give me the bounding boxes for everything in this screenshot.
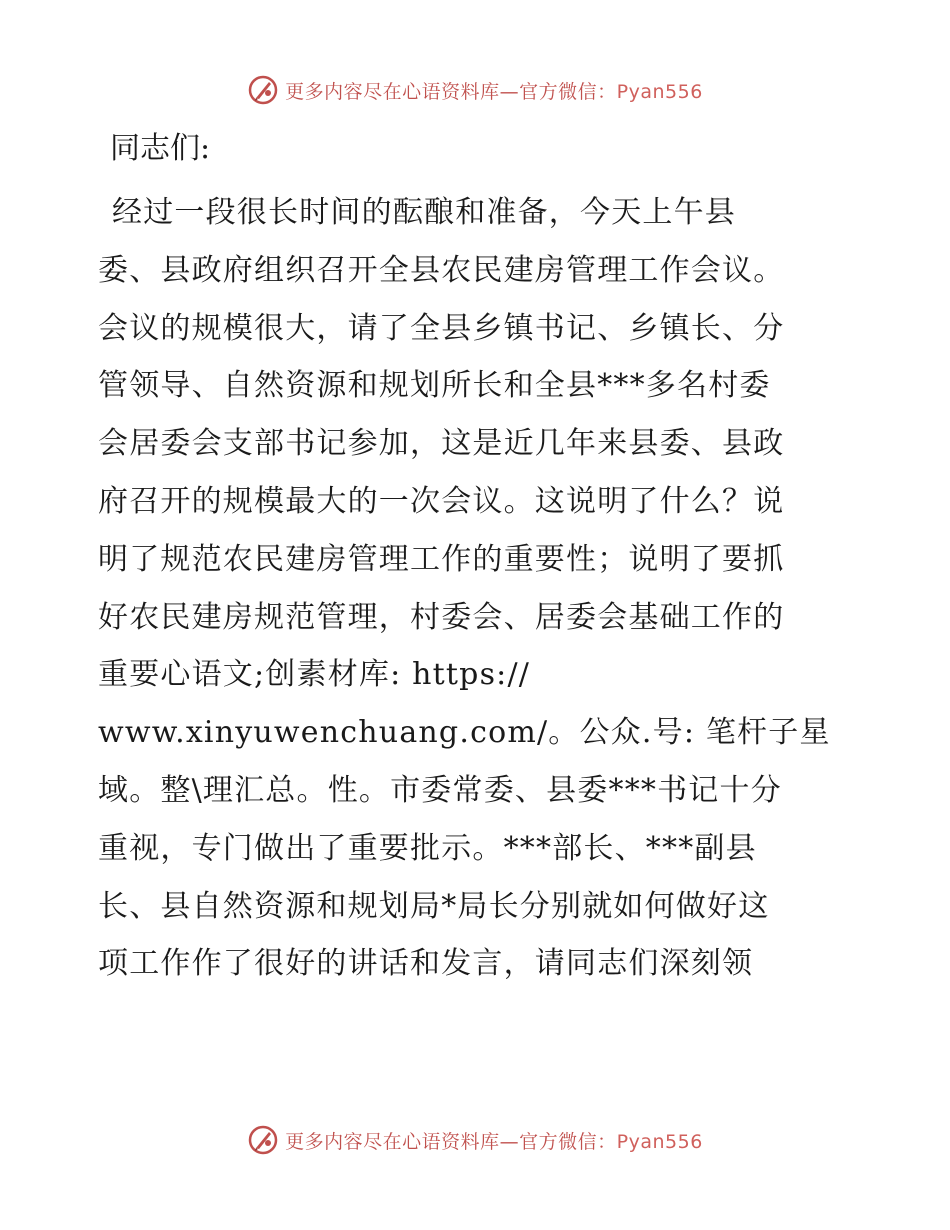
body-line: 重视，专门做出了重要批示。***部长、***副县 xyxy=(98,830,757,866)
header-banner-text xyxy=(285,77,703,104)
body-line: 域。整\理汇总。性。市委常委、县委***书记十分 xyxy=(98,772,782,808)
body-line: www.xinyuwenchuang.com/。公众.号: 笔杆子星 xyxy=(98,715,831,751)
body-line: 会议的规模很大，请了全县乡镇书记、乡镇长、分 xyxy=(98,310,785,346)
footer-banner-text xyxy=(285,1127,703,1154)
body-line: 经过一段很长时间的酝酿和准备，今天上午县 xyxy=(112,195,736,230)
header-banner-label: 更多内容尽在心语资料库—官方微信： xyxy=(285,80,617,103)
header-banner xyxy=(0,70,950,110)
salutation: 同志们: xyxy=(110,131,211,166)
body-line: 会居委会支部书记参加，这是近几年来县委、县政 xyxy=(98,426,785,462)
quill-pen-logo-icon xyxy=(247,74,279,106)
body-line: 府召开的规模最大的一次会议。这说明了什么？说 xyxy=(98,483,785,519)
body-line: 项工作作了很好的讲话和发言，请同志们深刻领 xyxy=(98,946,754,982)
body-line: 管领导、自然资源和规划所长和全县***多名村委 xyxy=(98,368,771,404)
footer-banner xyxy=(0,1120,950,1160)
body-line: 重要心语文;创素材库: https:// xyxy=(98,657,531,693)
header-banner-account: Pyan556 xyxy=(616,80,703,103)
quill-pen-logo-icon xyxy=(247,1124,279,1156)
body-line: 明了规范农民建房管理工作的重要性；说明了要抓 xyxy=(98,541,785,577)
body-line: 委、县政府组织召开全县农民建房管理工作会议。 xyxy=(98,252,785,288)
body-line: 好农民建房规范管理，村委会、居委会基础工作的 xyxy=(98,599,785,635)
footer-banner-label: 更多内容尽在心语资料库—官方微信： xyxy=(285,1130,617,1153)
document-body xyxy=(98,122,858,993)
footer-banner-account: Pyan556 xyxy=(616,1130,703,1153)
body-line: 长、县自然资源和规划局*局长分别就如何做好这 xyxy=(98,888,770,924)
